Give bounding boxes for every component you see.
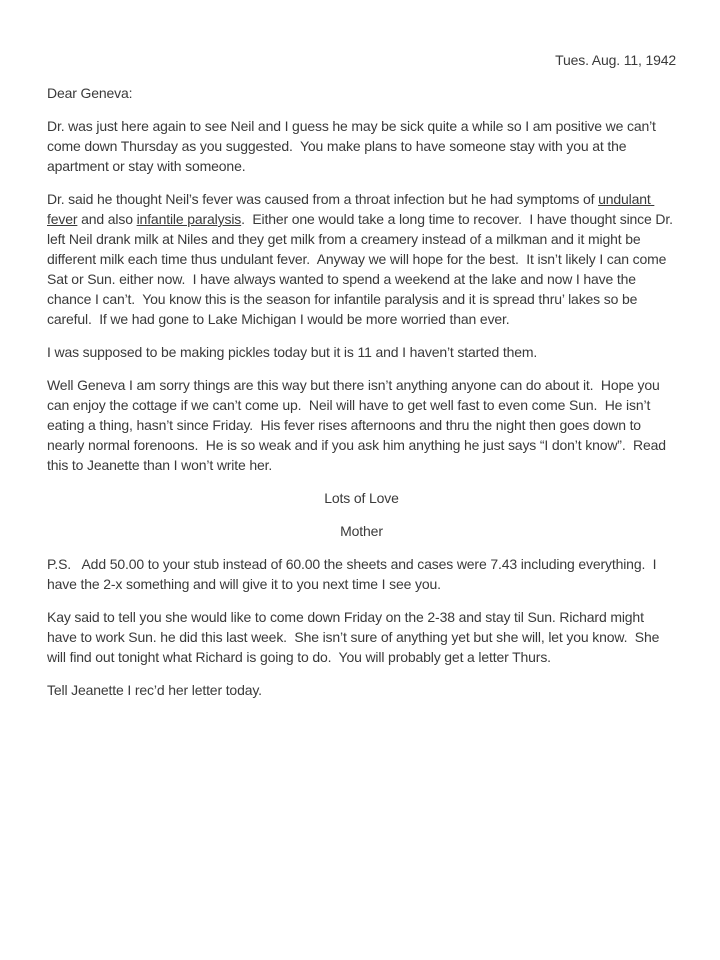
paragraph-text: Mother — [340, 523, 383, 539]
letter-paragraph — [47, 521, 676, 541]
paragraph-text: and also — [77, 211, 137, 227]
paragraph-text: I was supposed to be making pickles today but it is 11 and I haven’t started them. — [47, 344, 538, 360]
letter-paragraph — [47, 375, 676, 475]
paragraph-text: Well Geneva I am sorry things are this way but there isn’t anything anyone can do about it. Hope you can enjoy the cottage if we can’t come up. Neil will have to get well fast to even come Sun. He isn’t eating a thing, hasn’t since Friday. His fever rises afternoons and thru the night then goes down to nearly normal forenoons. He is so weak and if you ask him anything he just says “I don’t know”. Read this to Jeanette than I won’t write her. — [47, 377, 670, 473]
letter-body — [47, 116, 676, 700]
letter-salutation: Dear Geneva: — [47, 85, 133, 101]
letter-date: Tues. Aug. 11, 1942 — [555, 52, 676, 68]
paragraph-text: Dr. was just here again to see Neil and I guess he may be sick quite a while so I am positive we can’t come down Thursday as you suggested. You make plans to have someone stay with you at the apartment or stay with someone. — [47, 118, 660, 174]
letter-paragraph — [47, 607, 676, 667]
letter-paragraph — [47, 680, 676, 700]
paragraph-text: Lots of Love — [324, 490, 399, 506]
letter-paragraph — [47, 116, 676, 176]
paragraph-text: Tell Jeanette I rec’d her letter today. — [47, 682, 262, 698]
underlined-text: infantile paralysis — [136, 211, 242, 227]
paragraph-text: . Either one would take a long time to recover. I have thought since Dr. left Neil drank milk at Niles and they get milk from a creamery instead of a milkman and it might be different milk each time thus undulant fever. Anyway we will hope for the best. It isn’t likely I can come Sat or Sun. either now. I have always wanted to spend a weekend at the lake and now I have the chance I can’t. You know this is the season for infantile paralysis and it is spread thru’ lakes so be careful. If we had gone to Lake Michigan I would be more worried than ever. — [47, 211, 677, 327]
paragraph-text: Kay said to tell you she would like to come down Friday on the 2-38 and stay til Sun. Richard might have to work Sun. he did this last week. She isn’t sure of anything yet but she will, let you know. She will find out tonight what Richard is going to do. You will probably get a letter Thurs. — [47, 609, 664, 665]
paragraph-text: P.S. Add 50.00 to your stub instead of 60.00 the sheets and cases were 7.43 including everything. I have the 2-x something and will give it to you next time I see you. — [47, 556, 661, 592]
letter-paragraph — [47, 554, 676, 594]
letter-paragraph — [47, 189, 676, 329]
letter-paragraph — [47, 342, 676, 362]
underlined-text: undulant fever — [47, 191, 655, 227]
paragraph-text: Dr. said he thought Neil’s fever was caused from a throat infection but he had symptoms of — [47, 191, 599, 207]
letter-paragraph — [47, 488, 676, 508]
